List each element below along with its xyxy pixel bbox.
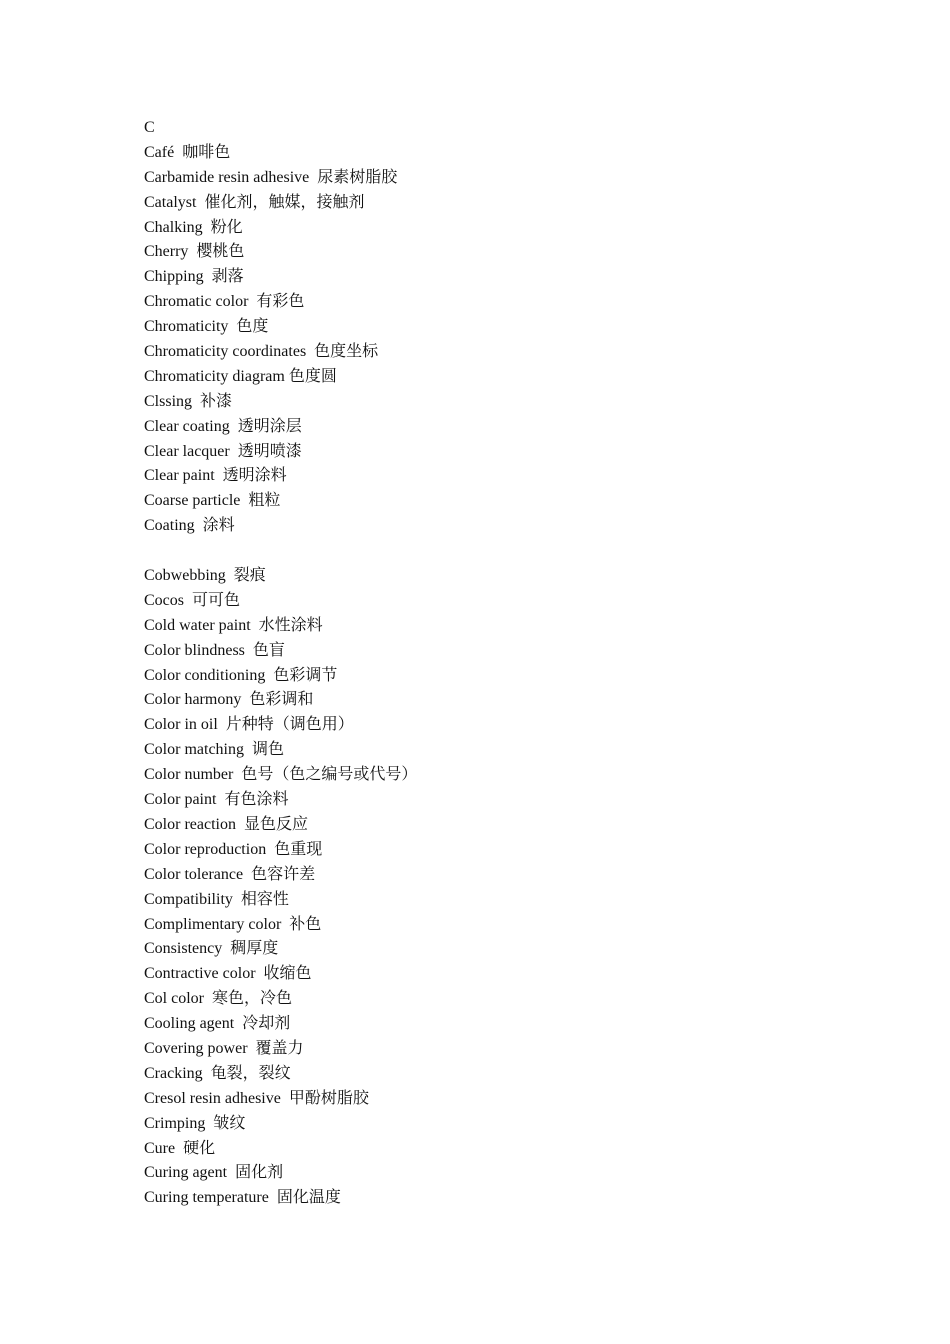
- glossary-entry: Consistency 稠厚度: [144, 940, 279, 958]
- glossary-entry: Chromatic color 有彩色: [144, 293, 305, 311]
- glossary-entry: Chromaticity 色度: [144, 318, 269, 336]
- glossary-entry: Carbamide resin adhesive 尿素树脂胶: [144, 168, 398, 186]
- glossary-entry: Clear lacquer 透明喷漆: [144, 442, 302, 460]
- glossary-entry: Clear paint 透明涂料: [144, 467, 287, 485]
- glossary-entry: Color harmony 色彩调和: [144, 691, 314, 709]
- glossary-entry: Cobwebbing 裂痕: [144, 567, 266, 585]
- glossary-entry: Color number 色号（色之编号或代号）: [144, 766, 418, 784]
- glossary-list: [144, 116, 417, 1211]
- glossary-entry: Color matching 调色: [144, 741, 284, 759]
- glossary-entry: Coating 涂料: [144, 517, 235, 535]
- glossary-entry: Chipping 剥落: [144, 268, 244, 286]
- glossary-entry: Color conditioning 色彩调节: [144, 666, 338, 684]
- glossary-entry: Color tolerance 色容许差: [144, 865, 316, 883]
- glossary-entry: Chromaticity coordinates 色度坐标: [144, 343, 379, 361]
- glossary-entry: Cold water paint 水性涂料: [144, 616, 323, 634]
- glossary-entry: Compatibility 相容性: [144, 890, 289, 908]
- glossary-entry: Cherry 樱桃色: [144, 243, 245, 261]
- glossary-entry: Col color 寒色，冷色: [144, 990, 292, 1008]
- glossary-entry: Complimentary color 补色: [144, 915, 322, 933]
- glossary-entry: Cracking 龟裂，裂纹: [144, 1064, 291, 1082]
- glossary-entry: Color reaction 显色反应: [144, 815, 308, 833]
- glossary-entry: Color in oil 片种特（调色用）: [144, 716, 354, 734]
- glossary-entry: Covering power 覆盖力: [144, 1039, 304, 1057]
- glossary-entry: Clear coating 透明涂层: [144, 417, 302, 435]
- glossary-entry: Cresol resin adhesive 甲酚树脂胶: [144, 1089, 369, 1107]
- glossary-entry: Color paint 有色涂料: [144, 791, 289, 809]
- section-letter: C: [144, 119, 155, 136]
- glossary-entry: Color blindness 色盲: [144, 641, 285, 659]
- glossary-entry: Catalyst 催化剂，触媒，接触剂: [144, 193, 365, 211]
- glossary-entry: Color reproduction 色重现: [144, 840, 323, 858]
- glossary-entry: Café 咖啡色: [144, 143, 231, 161]
- glossary-entry: Clssing 补漆: [144, 392, 233, 410]
- blank-line: [144, 539, 417, 564]
- glossary-entry: Coarse particle 粗粒: [144, 492, 281, 510]
- glossary-entry: Cooling agent 冷却剂: [144, 1015, 291, 1033]
- glossary-entry: Curing temperature 固化温度: [144, 1189, 341, 1207]
- glossary-entry: Crimping 皱纹: [144, 1114, 246, 1132]
- glossary-entry: Cocos 可可色: [144, 591, 241, 609]
- glossary-entry: Curing agent 固化剂: [144, 1164, 284, 1182]
- glossary-entry: Cure 硬化: [144, 1139, 216, 1157]
- glossary-entry: Contractive color 收缩色: [144, 965, 312, 983]
- glossary-entry: Chromaticity diagram 色度圆: [144, 367, 337, 385]
- glossary-entry: Chalking 粉化: [144, 218, 243, 236]
